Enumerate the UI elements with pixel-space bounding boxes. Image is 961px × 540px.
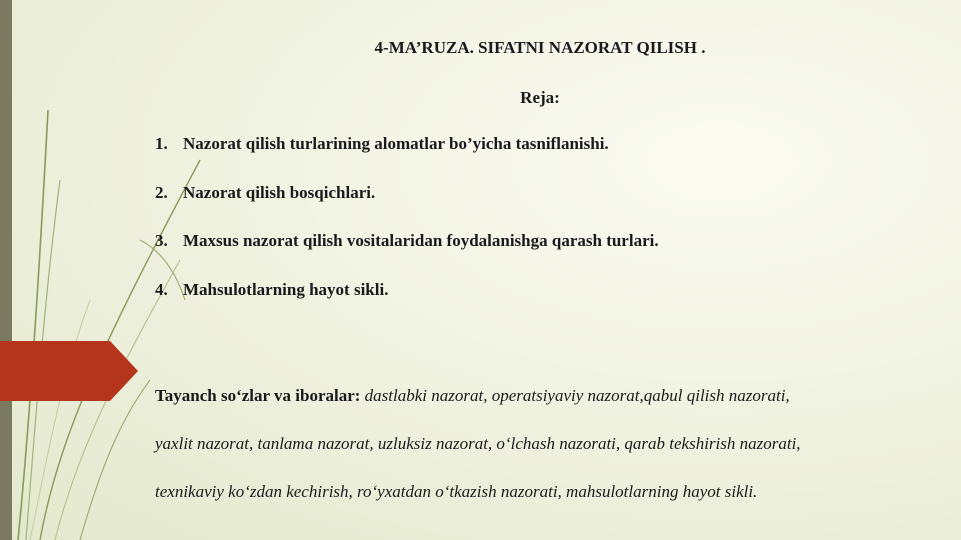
plan-item	[155, 280, 659, 329]
plan-item	[155, 183, 659, 232]
plan-item	[155, 134, 659, 183]
plan-item-number: 1.	[155, 134, 168, 153]
keywords-paragraph	[155, 372, 945, 516]
slide-title: 4-MA’RUZA. SIFATNI NAZORAT QILISH .	[374, 38, 706, 57]
keywords-label: Tayanch so‘zlar va iboralar:	[155, 386, 361, 405]
plan-item-text: Maxsus nazorat qilish vositalaridan foydalanishga qarash turlari.	[183, 231, 659, 250]
keywords-line: yaxlit nazorat, tanlama nazorat, uzluksiz nazorat, o‘lchash nazorati, qarab tekshirish nazorati,	[155, 434, 801, 453]
plan-item-text: Nazorat qilish turlarining alomatlar bo’yicha tasniflanishi.	[183, 134, 609, 153]
plan-item-text: Nazorat qilish bosqichlari.	[183, 182, 376, 202]
keywords-line	[155, 372, 945, 420]
plan-item-number: 2.	[155, 182, 168, 202]
keywords-text: dastlabki nazorat, operatsiyaviy nazorat,qabul qilish nazorati,	[360, 386, 790, 405]
plan-item	[155, 231, 659, 280]
slide-subtitle: Reja:	[520, 88, 560, 107]
plan-item-number: 4.	[155, 279, 168, 299]
plan-item-text: Mahsulotlarning hayot sikli.	[183, 279, 389, 299]
plan-item-number: 3.	[155, 231, 168, 250]
plan-list	[155, 134, 659, 328]
red-arrow-tab	[0, 341, 138, 401]
keywords-line: texnikaviy ko‘zdan kechirish, ro‘yxatdan o‘tkazish nazorati, mahsulotlarning hayot sikli.	[155, 482, 758, 501]
